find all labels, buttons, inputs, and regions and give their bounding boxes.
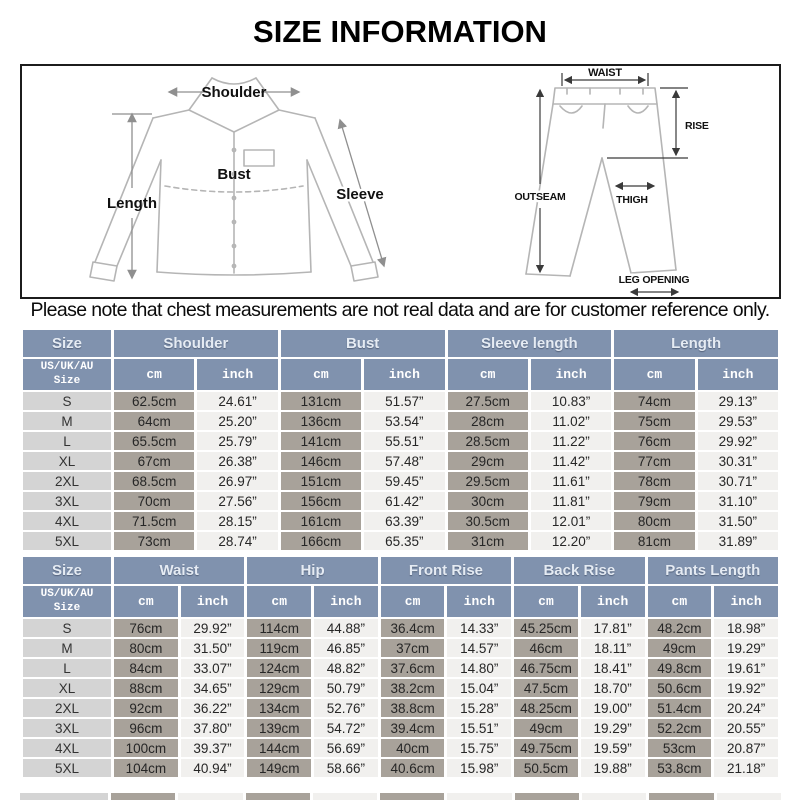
- measure-cell: 31.50”: [698, 512, 778, 530]
- unit-header: inch: [447, 586, 511, 617]
- measure-cell: 29.92”: [698, 432, 778, 450]
- measure-cell: 31.10”: [698, 492, 778, 510]
- measure-cell: 62.5cm: [114, 392, 194, 410]
- sliver-cell: [515, 793, 579, 800]
- measure-cell: 29.53”: [698, 412, 778, 430]
- measure-cell: 29cm: [448, 452, 528, 470]
- measure-cell: 44.88”: [314, 619, 378, 637]
- measure-cell: 134cm: [247, 699, 311, 717]
- table-row: [23, 412, 778, 430]
- measure-cell: 64cm: [114, 412, 194, 430]
- measure-cell: 40.94”: [181, 759, 245, 777]
- measure-cell: 65.5cm: [114, 432, 194, 450]
- measure-cell: 80cm: [614, 512, 694, 530]
- measure-cell: 40cm: [381, 739, 445, 757]
- measure-cell: 37.6cm: [381, 659, 445, 677]
- measure-cell: 12.20”: [531, 532, 611, 550]
- table-row: [23, 719, 778, 737]
- measure-cell: 11.81”: [531, 492, 611, 510]
- measure-cell: 11.02”: [531, 412, 611, 430]
- measure-cell: 59.45”: [364, 472, 444, 490]
- measure-cell: 31.89”: [698, 532, 778, 550]
- measure-cell: 52.76”: [314, 699, 378, 717]
- table-row: [23, 532, 778, 550]
- table-row: [23, 659, 778, 677]
- size-cell: 4XL: [23, 739, 111, 757]
- pants-diagram: [424, 66, 779, 297]
- table-row: [23, 619, 778, 637]
- size-cell: 3XL: [23, 719, 111, 737]
- measure-cell: 52.2cm: [648, 719, 712, 737]
- unit-header: inch: [698, 359, 778, 390]
- size-cell: S: [23, 619, 111, 637]
- measure-cell: 92cm: [114, 699, 178, 717]
- measure-cell: 21.18”: [714, 759, 778, 777]
- measure-cell: 48.2cm: [648, 619, 712, 637]
- measure-cell: 15.98”: [447, 759, 511, 777]
- pants-outseam-label: OUTSEAM: [514, 191, 566, 203]
- measure-cell: 88cm: [114, 679, 178, 697]
- measure-cell: 50.5cm: [514, 759, 578, 777]
- measure-cell: 77cm: [614, 452, 694, 470]
- measure-cell: 19.92”: [714, 679, 778, 697]
- size-cell: XL: [23, 679, 111, 697]
- measure-cell: 26.97”: [197, 472, 277, 490]
- measure-cell: 76cm: [614, 432, 694, 450]
- measure-cell: 48.25cm: [514, 699, 578, 717]
- measure-cell: 78cm: [614, 472, 694, 490]
- measure-cell: 56.69”: [314, 739, 378, 757]
- measure-cell: 149cm: [247, 759, 311, 777]
- unit-header: inch: [714, 586, 778, 617]
- unit-header: inch: [314, 586, 378, 617]
- measure-cell: 36.22”: [181, 699, 245, 717]
- group-header: Bust: [281, 330, 445, 357]
- sliver-cell: [380, 793, 444, 800]
- size-cell: M: [23, 639, 111, 657]
- measure-cell: 26.38”: [197, 452, 277, 470]
- measure-cell: 156cm: [281, 492, 361, 510]
- measure-cell: 75cm: [614, 412, 694, 430]
- size-subheader: US/UK/AU Size: [23, 586, 111, 617]
- group-header: Shoulder: [114, 330, 278, 357]
- unit-header: inch: [197, 359, 277, 390]
- measure-cell: 19.88”: [581, 759, 645, 777]
- table-row: [23, 699, 778, 717]
- measure-cell: 141cm: [281, 432, 361, 450]
- shirt-diagram: [22, 66, 424, 297]
- measure-cell: 81cm: [614, 532, 694, 550]
- unit-header: inch: [364, 359, 444, 390]
- measure-cell: 18.11”: [581, 639, 645, 657]
- measure-cell: 50.6cm: [648, 679, 712, 697]
- shirt-size-table: [20, 328, 781, 552]
- measure-cell: 119cm: [247, 639, 311, 657]
- measure-cell: 124cm: [247, 659, 311, 677]
- measure-cell: 15.51”: [447, 719, 511, 737]
- unit-header: inch: [181, 586, 245, 617]
- measure-cell: 139cm: [247, 719, 311, 737]
- sliver-cell: [649, 793, 713, 800]
- measure-cell: 67cm: [114, 452, 194, 470]
- measure-cell: 11.22”: [531, 432, 611, 450]
- measure-cell: 50.79”: [314, 679, 378, 697]
- measure-cell: 51.4cm: [648, 699, 712, 717]
- measure-cell: 14.80”: [447, 659, 511, 677]
- measure-cell: 84cm: [114, 659, 178, 677]
- measure-cell: 47.5cm: [514, 679, 578, 697]
- table-row: [23, 739, 778, 757]
- size-cell: 5XL: [23, 532, 111, 550]
- measure-cell: 37cm: [381, 639, 445, 657]
- measure-cell: 34.65”: [181, 679, 245, 697]
- measure-cell: 24.61”: [197, 392, 277, 410]
- table-row: [23, 639, 778, 657]
- measure-cell: 55.51”: [364, 432, 444, 450]
- size-column-header: Size: [23, 557, 111, 584]
- measure-cell: 57.48”: [364, 452, 444, 470]
- measure-cell: 10.83”: [531, 392, 611, 410]
- sliver-cell: [111, 793, 175, 800]
- measure-cell: 48.82”: [314, 659, 378, 677]
- measure-cell: 37.80”: [181, 719, 245, 737]
- measure-cell: 11.61”: [531, 472, 611, 490]
- measure-cell: 27.56”: [197, 492, 277, 510]
- measure-cell: 49.75cm: [514, 739, 578, 757]
- measure-cell: 40.6cm: [381, 759, 445, 777]
- measure-cell: 31.50”: [181, 639, 245, 657]
- measurement-diagram-panel: [20, 64, 781, 299]
- measure-cell: 12.01”: [531, 512, 611, 530]
- unit-header: cm: [448, 359, 528, 390]
- measure-cell: 18.98”: [714, 619, 778, 637]
- table-row: [23, 679, 778, 697]
- unit-header: cm: [247, 586, 311, 617]
- shirt-bust-label: Bust: [217, 166, 251, 183]
- pants-waist-label: WAIST: [588, 67, 622, 79]
- measure-cell: 19.29”: [714, 639, 778, 657]
- measure-cell: 20.24”: [714, 699, 778, 717]
- sliver-cell: [178, 793, 242, 800]
- unit-header: cm: [381, 586, 445, 617]
- size-cell: 5XL: [23, 759, 111, 777]
- measure-cell: 27.5cm: [448, 392, 528, 410]
- measure-cell: 46.75cm: [514, 659, 578, 677]
- measure-cell: 20.55”: [714, 719, 778, 737]
- size-cell: 4XL: [23, 512, 111, 530]
- measure-cell: 49cm: [648, 639, 712, 657]
- measure-cell: 25.20”: [197, 412, 277, 430]
- measure-cell: 73cm: [114, 532, 194, 550]
- reference-notice: Please note that chest measurements are not real data and are for customer reference only.: [30, 299, 770, 321]
- measure-cell: 58.66”: [314, 759, 378, 777]
- measure-cell: 144cm: [247, 739, 311, 757]
- measure-cell: 33.07”: [181, 659, 245, 677]
- table-row: [23, 392, 778, 410]
- size-cell: L: [23, 659, 111, 677]
- measure-cell: 114cm: [247, 619, 311, 637]
- measure-cell: 151cm: [281, 472, 361, 490]
- sliver-cell: [582, 793, 646, 800]
- table-row: [23, 492, 778, 510]
- sliver-cell: [246, 793, 310, 800]
- measure-cell: 19.29”: [581, 719, 645, 737]
- unit-header: cm: [648, 586, 712, 617]
- group-header: Sleeve length: [448, 330, 612, 357]
- pants-rise-label: RISE: [685, 120, 709, 132]
- measure-cell: 61.42”: [364, 492, 444, 510]
- unit-header: cm: [614, 359, 694, 390]
- measure-cell: 11.42”: [531, 452, 611, 470]
- table-row: [23, 512, 778, 530]
- measure-cell: 38.2cm: [381, 679, 445, 697]
- measure-cell: 100cm: [114, 739, 178, 757]
- measure-cell: 49cm: [514, 719, 578, 737]
- measure-cell: 19.61”: [714, 659, 778, 677]
- pants-thigh-label: THIGH: [616, 194, 648, 206]
- measure-cell: 46.85”: [314, 639, 378, 657]
- page-title: SIZE INFORMATION: [253, 14, 547, 49]
- measure-cell: 14.33”: [447, 619, 511, 637]
- measure-cell: 74cm: [614, 392, 694, 410]
- measure-cell: 39.4cm: [381, 719, 445, 737]
- measure-cell: 28.74”: [197, 532, 277, 550]
- measure-cell: 39.37”: [181, 739, 245, 757]
- measure-cell: 46cm: [514, 639, 578, 657]
- measure-cell: 76cm: [114, 619, 178, 637]
- measure-cell: 71.5cm: [114, 512, 194, 530]
- measure-cell: 146cm: [281, 452, 361, 470]
- measure-cell: 30.31”: [698, 452, 778, 470]
- measure-cell: 161cm: [281, 512, 361, 530]
- size-cell: S: [23, 392, 111, 410]
- measure-cell: 29.5cm: [448, 472, 528, 490]
- unit-header: inch: [531, 359, 611, 390]
- unit-header: cm: [114, 359, 194, 390]
- sliver-cell: [20, 793, 108, 800]
- pants-size-table: [20, 555, 781, 779]
- measure-cell: 54.72”: [314, 719, 378, 737]
- measure-cell: 14.57”: [447, 639, 511, 657]
- measure-cell: 28.5cm: [448, 432, 528, 450]
- measure-cell: 79cm: [614, 492, 694, 510]
- unit-header: cm: [514, 586, 578, 617]
- size-cell: 2XL: [23, 699, 111, 717]
- size-cell: L: [23, 432, 111, 450]
- measure-cell: 31cm: [448, 532, 528, 550]
- unit-header: inch: [581, 586, 645, 617]
- shirt-length-label: Length: [107, 195, 157, 212]
- measure-cell: 45.25cm: [514, 619, 578, 637]
- measure-cell: 19.59”: [581, 739, 645, 757]
- measure-cell: 29.92”: [181, 619, 245, 637]
- measure-cell: 15.28”: [447, 699, 511, 717]
- table-row: [23, 759, 778, 777]
- measure-cell: 104cm: [114, 759, 178, 777]
- size-cell: XL: [23, 452, 111, 470]
- measure-cell: 25.79”: [197, 432, 277, 450]
- measure-cell: 53.54”: [364, 412, 444, 430]
- pants-leg-opening-label: LEG OPENING: [618, 274, 690, 286]
- measure-cell: 80cm: [114, 639, 178, 657]
- shirt-shoulder-label: Shoulder: [201, 84, 267, 101]
- size-column-header: Size: [23, 330, 111, 357]
- measure-cell: 15.75”: [447, 739, 511, 757]
- measure-cell: 70cm: [114, 492, 194, 510]
- measure-cell: 19.00”: [581, 699, 645, 717]
- measure-cell: 68.5cm: [114, 472, 194, 490]
- measure-cell: 17.81”: [581, 619, 645, 637]
- group-header: Waist: [114, 557, 244, 584]
- size-cell: M: [23, 412, 111, 430]
- measure-cell: 36.4cm: [381, 619, 445, 637]
- group-header: Back Rise: [514, 557, 644, 584]
- unit-header: cm: [281, 359, 361, 390]
- measure-cell: 30cm: [448, 492, 528, 510]
- table-continuation-sliver: [20, 793, 781, 800]
- sliver-cell: [447, 793, 511, 800]
- measure-cell: 28cm: [448, 412, 528, 430]
- table-row: [23, 452, 778, 470]
- measure-cell: 30.71”: [698, 472, 778, 490]
- measure-cell: 53cm: [648, 739, 712, 757]
- measure-cell: 15.04”: [447, 679, 511, 697]
- measure-cell: 18.70”: [581, 679, 645, 697]
- measure-cell: 29.13”: [698, 392, 778, 410]
- measure-cell: 18.41”: [581, 659, 645, 677]
- measure-cell: 63.39”: [364, 512, 444, 530]
- measure-cell: 96cm: [114, 719, 178, 737]
- group-header: Front Rise: [381, 557, 511, 584]
- measure-cell: 49.8cm: [648, 659, 712, 677]
- pants-outline: [526, 88, 676, 276]
- unit-header: cm: [114, 586, 178, 617]
- measure-cell: 129cm: [247, 679, 311, 697]
- measure-cell: 20.87”: [714, 739, 778, 757]
- size-subheader: US/UK/AU Size: [23, 359, 111, 390]
- measure-cell: 38.8cm: [381, 699, 445, 717]
- measure-cell: 65.35”: [364, 532, 444, 550]
- group-header: Hip: [247, 557, 377, 584]
- measure-cell: 166cm: [281, 532, 361, 550]
- sliver-cell: [313, 793, 377, 800]
- group-header: Pants Length: [648, 557, 779, 584]
- measure-cell: 136cm: [281, 412, 361, 430]
- size-cell: 3XL: [23, 492, 111, 510]
- size-cell: 2XL: [23, 472, 111, 490]
- table-row: [23, 472, 778, 490]
- sliver-cell: [717, 793, 781, 800]
- measure-cell: 53.8cm: [648, 759, 712, 777]
- measure-cell: 28.15”: [197, 512, 277, 530]
- group-header: Length: [614, 330, 778, 357]
- measure-cell: 51.57”: [364, 392, 444, 410]
- shirt-sleeve-label: Sleeve: [336, 186, 384, 203]
- measure-cell: 131cm: [281, 392, 361, 410]
- table-row: [23, 432, 778, 450]
- measure-cell: 30.5cm: [448, 512, 528, 530]
